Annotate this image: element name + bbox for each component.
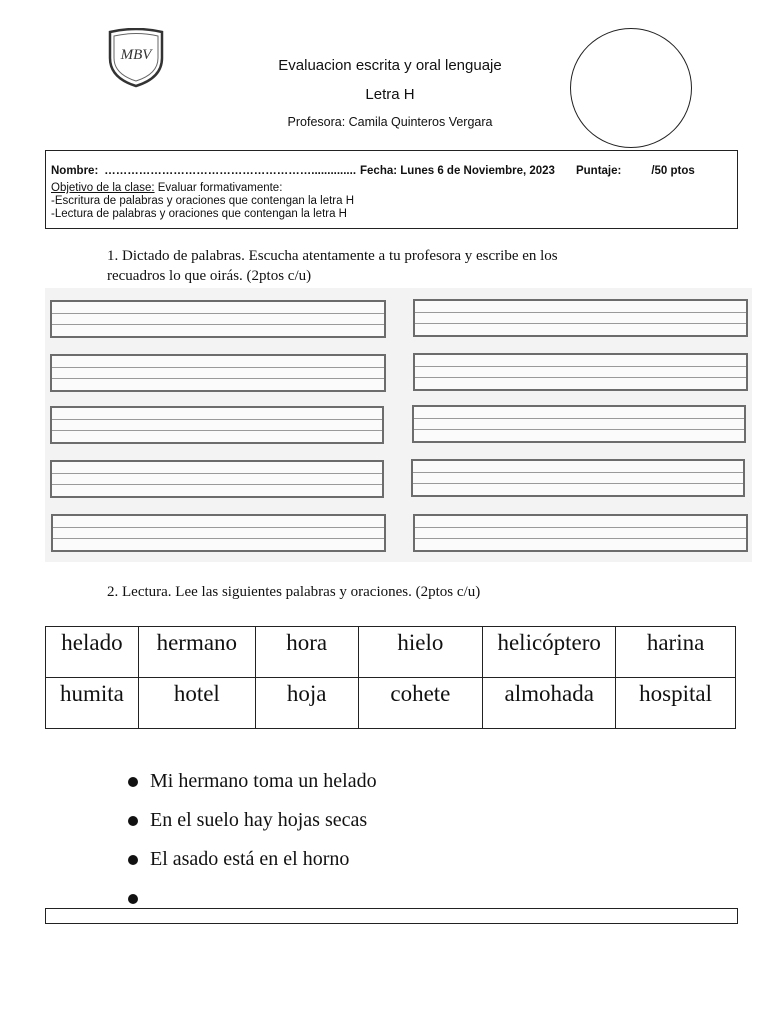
date-label: Fecha: Lunes 6 de Noviembre, 2023 xyxy=(360,165,555,177)
dictation-box[interactable] xyxy=(411,459,745,497)
dictation-area xyxy=(45,288,752,562)
word-cell: humita xyxy=(46,678,139,729)
grade-circle xyxy=(570,28,692,148)
word-cell: harina xyxy=(616,627,736,678)
objective-text: Evaluar formativamente: xyxy=(157,182,283,194)
sentence-list xyxy=(128,762,377,918)
bullet-icon xyxy=(128,855,138,865)
reading-words-table xyxy=(45,626,736,729)
dictation-box[interactable] xyxy=(50,460,384,498)
score-label: Puntaje: xyxy=(575,165,622,177)
student-info-box xyxy=(45,150,738,229)
objective-item: -Escritura de palabras y oraciones que contengan la letra H xyxy=(51,195,355,207)
objective-item: -Lectura de palabras y oraciones que contengan la letra H xyxy=(51,208,347,220)
bullet-icon xyxy=(128,894,138,904)
dictation-box[interactable] xyxy=(51,514,386,552)
svg-text:MBV: MBV xyxy=(120,47,152,63)
name-blank[interactable]: ……………………………………………….............. xyxy=(104,165,357,177)
word-cell: hora xyxy=(255,627,358,678)
dictation-box[interactable] xyxy=(412,405,746,443)
score-total: /50 ptos xyxy=(651,165,695,177)
dictation-box[interactable] xyxy=(50,406,384,444)
word-cell: hielo xyxy=(358,627,483,678)
reading-instruction: 2. Lectura. Lee las siguientes palabras y oraciones. (2ptos c/u) xyxy=(107,584,481,600)
list-item: En el suelo hay hojas secas xyxy=(128,801,377,840)
word-cell: helicóptero xyxy=(483,627,616,678)
name-label: Nombre: xyxy=(51,165,99,177)
word-cell: hotel xyxy=(138,678,255,729)
objective-label: Objetivo de la clase: xyxy=(51,182,155,194)
teacher-name: Profesora: Camila Quinteros Vergara xyxy=(287,115,493,129)
dictation-box[interactable] xyxy=(413,514,748,552)
document-title: Evaluacion escrita y oral lenguaje xyxy=(278,57,502,74)
word-cell: helado xyxy=(46,627,139,678)
word-cell: cohete xyxy=(358,678,483,729)
objective-line xyxy=(51,182,737,195)
bullet-icon xyxy=(128,777,138,787)
table-row xyxy=(46,678,736,729)
word-cell: hermano xyxy=(138,627,255,678)
dictation-box[interactable] xyxy=(50,354,386,392)
list-item: El asado está en el horno xyxy=(128,840,377,879)
dictation-box[interactable] xyxy=(413,353,748,391)
dictation-instruction: 1. Dictado de palabras. Escucha atentamente a tu profesora y escribe en los recuadros lo que oirás. (2ptos c/u) xyxy=(107,248,558,284)
bullet-icon xyxy=(128,816,138,826)
word-cell: hoja xyxy=(255,678,358,729)
school-crest-logo xyxy=(106,28,166,88)
word-cell: almohada xyxy=(483,678,616,729)
document-subtitle: Letra H xyxy=(365,86,415,103)
dictation-box[interactable] xyxy=(50,300,386,338)
dictation-box[interactable] xyxy=(413,299,748,337)
table-row xyxy=(46,627,736,678)
list-item: Mi hermano toma un helado xyxy=(128,762,377,801)
info-header-row xyxy=(51,165,737,178)
answer-line-box[interactable] xyxy=(45,908,738,924)
word-cell: hospital xyxy=(616,678,736,729)
